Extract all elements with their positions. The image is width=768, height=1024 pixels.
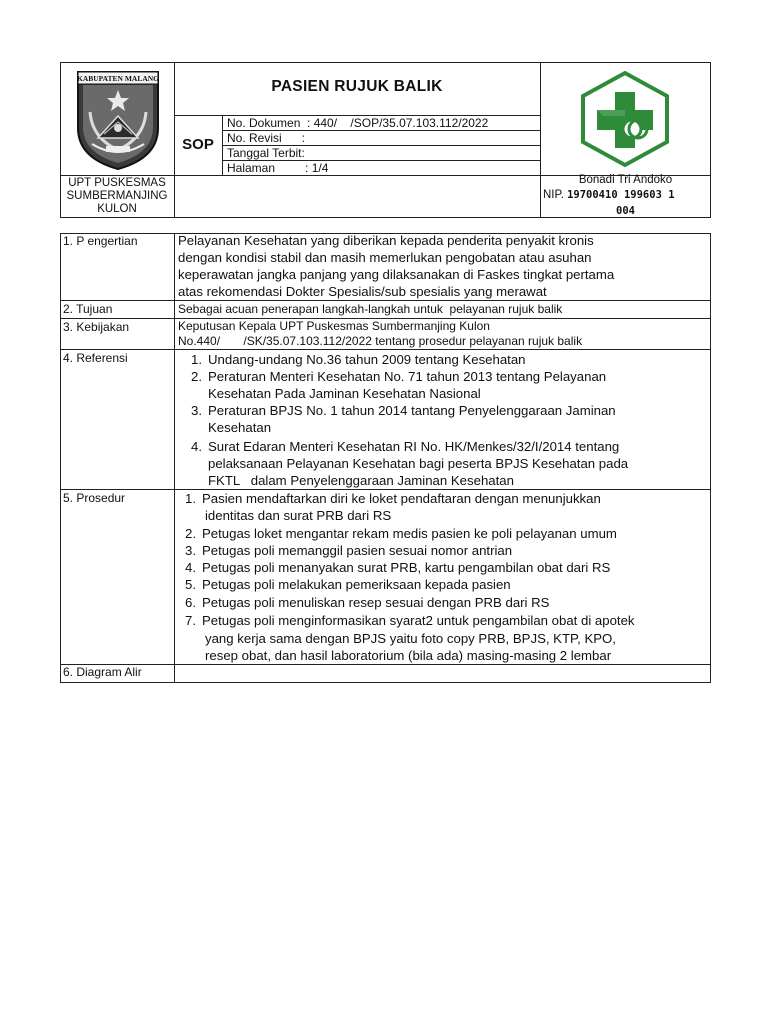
label-prosedur: 5. Prosedur [63, 491, 126, 505]
pengertian-line: keperawatan jangka panjang yang dilaksanakan di Faskes tingkat pertama [178, 267, 615, 282]
referensi-item: 1. Undang-undang No.36 tahun 2009 tentang Kesehatan [191, 352, 526, 367]
prosedur-item-cont: resep obat, dan hasil laboratorium (bila ada) masing-masing 2 lembar [205, 648, 612, 663]
label-tujuan: 2. Tujuan [63, 302, 113, 316]
kebijakan-line: Keputusan Kepala UPT Puskesmas Sumbermanjing Kulon [178, 319, 490, 333]
puskesmas-logo [577, 70, 673, 168]
meta-document-number: No. Dokumen : 440/ /SOP/35.07.103.112/2022 [227, 116, 489, 130]
org-name-line-1: UPT PUSKESMAS [68, 177, 166, 189]
prosedur-item-cont: identitas dan surat PRB dari RS [205, 508, 392, 523]
kabupaten-malang-logo [70, 68, 166, 171]
referensi-item: 3. Peraturan BPJS No. 1 tahun 2014 tantang Penyelenggaraan Jaminan [191, 403, 616, 418]
prosedur-item: 2. Petugas loket mengantar rekam medis pasien ke poli pelayanan umum [185, 526, 617, 541]
pengertian-line: dengan kondisi stabil dan masih memerlukan pengobatan atau asuhan [178, 250, 592, 265]
label-kebijakan: 3. Kebijakan [63, 320, 130, 334]
prosedur-item: 7. Petugas poli menginformasikan syarat2 untuk pengambilan obat di apotek [185, 613, 635, 628]
prosedur-item: 4. Petugas poli menanyakan surat PRB, kartu pengambilan obat dari RS [185, 560, 611, 575]
referensi-item: 4. Surat Edaran Menteri Kesehatan RI No. HK/Menkes/32/I/2014 tentang [191, 439, 620, 454]
prosedur-item: 6. Petugas poli menuliskan resep sesuai dengan PRB dari RS [185, 595, 550, 610]
meta-page: Halaman : 1/4 [227, 161, 329, 175]
prosedur-item: 5. Petugas poli melakukan pemeriksaan kepada pasien [185, 577, 511, 592]
nip-label: NIP. [543, 189, 568, 201]
signer-nip [543, 189, 675, 201]
prosedur-item: 1. Pasien mendaftarkan diri ke loket pendaftaran dengan menunjukkan [185, 491, 601, 506]
svg-text:KABUPATEN MALANG: KABUPATEN MALANG [76, 74, 160, 83]
referensi-item: 2. Peraturan Menteri Kesehatan No. 71 tahun 2013 tentang Pelayanan [191, 369, 607, 384]
tujuan-text: Sebagai acuan penerapan langkah-langkah untuk pelayanan rujuk balik [178, 302, 563, 316]
signer-nip-cont: 004 [616, 205, 635, 217]
nip-value: 19700410 199603 1 [567, 189, 675, 201]
label-pengertian: 1. P engertian [63, 234, 138, 248]
label-diagram-alir: 6. Diagram Alir [63, 665, 142, 679]
org-name-line-2: SUMBERMANJING [66, 190, 168, 202]
sop-label: SOP [182, 136, 214, 153]
pengertian-line: Pelayanan Kesehatan yang diberikan kepada penderita penyakit kronis [178, 233, 594, 248]
org-name-line-3: KULON [97, 203, 137, 215]
prosedur-item-cont: yang kerja sama dengan BPJS yaitu foto copy PRB, BPJS, KTP, KPO, [205, 631, 616, 646]
kebijakan-line: No.440/ /SK/35.07.103.112/2022 tentang prosedur pelayanan rujuk balik [178, 334, 583, 348]
label-referensi: 4. Referensi [63, 351, 128, 365]
referensi-item-cont: pelaksanaan Pelayanan Kesehatan bagi peserta BPJS Kesehatan pada [208, 456, 629, 471]
pengertian-line: atas rekomendasi Dokter Spesialis/sub spesialis yang merawat [178, 284, 547, 299]
referensi-item-cont: FKTL dalam Penyelenggaraan Jaminan Kesehatan [208, 473, 514, 488]
referensi-item-cont: Kesehatan [208, 420, 272, 435]
meta-issue-date: Tanggal Terbit: [227, 146, 305, 160]
meta-revision: No. Revisi : [227, 131, 306, 145]
signer-name: Bonadi Tri Andoko [578, 174, 673, 186]
referensi-item-cont: Kesehatan Pada Jaminan Kesehatan Nasional [208, 386, 481, 401]
document-title: PASIEN RUJUK BALIK [271, 78, 443, 95]
prosedur-item: 3. Petugas poli memanggil pasien sesuai nomor antrian [185, 543, 513, 558]
